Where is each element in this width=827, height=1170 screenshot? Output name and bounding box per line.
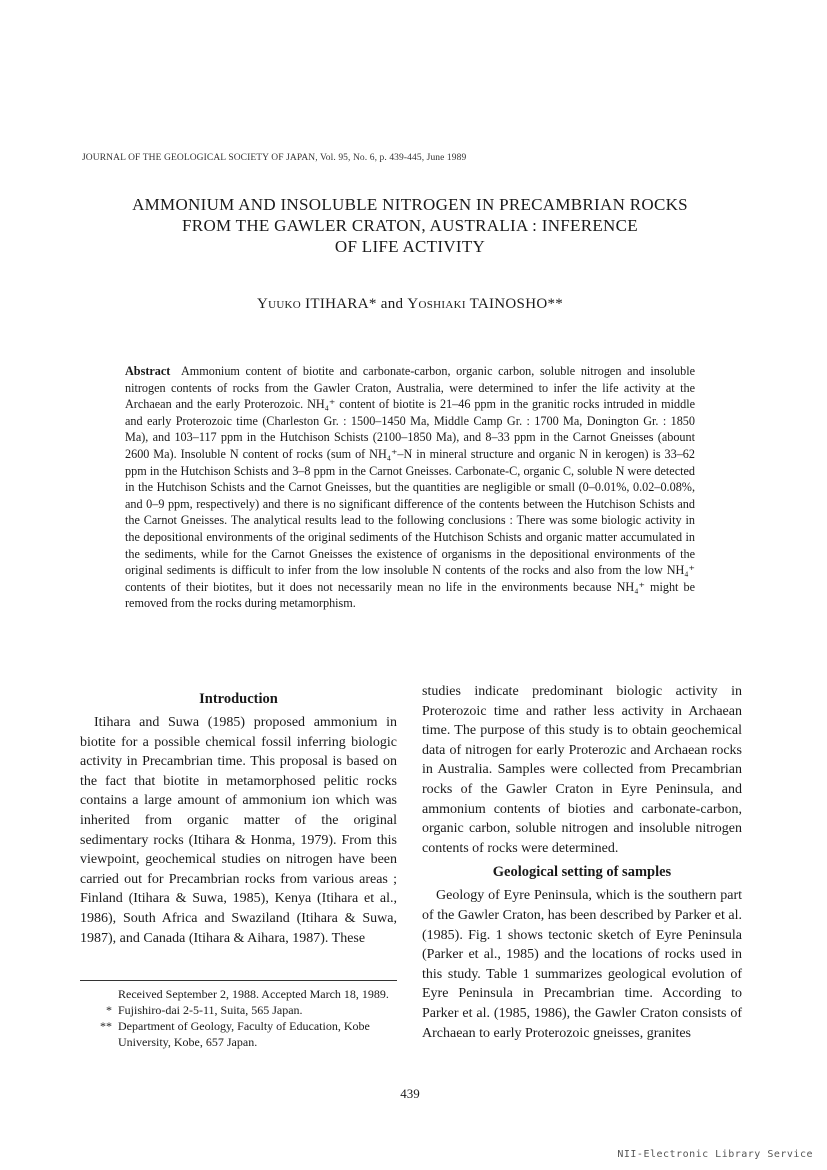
abstract-label: Abstract bbox=[125, 364, 171, 378]
introduction-heading: Introduction bbox=[199, 691, 278, 707]
journal-citation: JOURNAL OF THE GEOLOGICAL SOCIETY OF JAPAN, Vol. 95, No. 6, p. 439-445, June 1989 bbox=[82, 153, 467, 163]
title-line: AMMONIUM AND INSOLUBLE NITROGEN IN PRECAMBRIAN ROCKS bbox=[132, 195, 688, 214]
footnotes bbox=[80, 986, 397, 1050]
footnote-mark bbox=[80, 986, 118, 1002]
footnote-text: Fujishiro-dai 2-5-11, Suita, 565 Japan. bbox=[118, 1003, 303, 1017]
footnote-divider bbox=[80, 980, 397, 981]
title-line: FROM THE GAWLER CRATON, AUSTRALIA : INFERENCE bbox=[182, 216, 638, 235]
right-column bbox=[422, 682, 742, 1043]
article-title bbox=[100, 194, 720, 257]
footnote-mark: ** bbox=[100, 1019, 112, 1033]
geological-setting-paragraph: Geology of Eyre Peninsula, which is the southern part of the Gawler Craton, has been described by Parker et al. (1985). Fig. 1 shows tectonic sketch of Eyre Peninsula (Parker et al., 1985) and the locations of rocks used in this study. Table 1 summarizes geological evolution of Eyre Peninsula in Precambrian time. According to Parker et al. (1985, 1986), the Gawler Craton consists of Archaean to early Proterozoic gneisses, granites bbox=[422, 888, 742, 1041]
author-1-family-name: ITIHARA* bbox=[305, 296, 377, 312]
page-number: 439 bbox=[400, 1086, 420, 1101]
library-service-watermark: NII-Electronic Library Service bbox=[617, 1149, 813, 1160]
abstract-text: Ammonium content of biotite and carbonate-carbon, organic carbon, soluble nitrogen and insoluble nitrogen contents of rocks from the Gawler Craton, Australia, were determined to infer the life activity at the Archaean and the early Proterozoic. NH₄⁺ content of biotite is 21–46 ppm in the granitic rocks intruded in middle and early Proterozoic time (Charleston Gr. : 1500–1450 Ma, Middle Camp Gr. : 1700 Ma, Donington Gr. : 1850 Ma), and 103–117 ppm in the Hutchison Schists (2100–1850 Ma), and 8–33 ppm in the Carnot Gneisses (abount 2600 Ma). Insoluble N content of rocks (sum of NH₄⁺–N in mineral structure and organic N in kerogen) is 33–62 ppm in the Hutchison Schists and 3–8 ppm in the Carnot Gneisses. Carbonate-C, organic C, soluble N were detected in the Hutchison Schists and the Carnot Gneisses, but the quantities are negligible or small (0–0.01%, 0.02–0.08%, and 0–9 ppm, respectively) and there is no significant difference of the contents between the Hutchison Schists and the Carnot Gneisses. The analytical results lead to the following conclusions : There was some biologic activity in the depositional environments of the original sediments of the Hutchison Schists and organic matter accumulated in the sediments, while for the Carnot Gneisses the existence of organisms in the depositional environments of the original sediments is difficult to infer from the low insoluble N contents of the rocks and also from the low NH₄⁺ contents of their biotites, but it does not necessarily mean no life in the environments because NH₄⁺ might be removed from the rocks during metamorphism. bbox=[125, 364, 696, 611]
author-2-given-name: Yoshiaki bbox=[407, 296, 466, 312]
footnote-received bbox=[80, 986, 397, 1002]
author-conjunction: and bbox=[380, 296, 404, 312]
title-line: OF LIFE ACTIVITY bbox=[334, 237, 486, 256]
author-2-family-name: TAINOSHO** bbox=[469, 296, 564, 312]
introduction-continuation: studies indicate predominant biologic activity in Proterozoic time and rather less activity in Archaean time. The purpose of this study is to obtain geochemical data of nitrogen for early Proterozic and Archaean rocks in Australia. Samples were collected from Precambrian rocks of the Gawler Craton in Eyre Peninsula, and ammonium contents of bioties and carbonate-carbon, organic carbon, soluble nitrogen and insoluble nitrogen contents of rocks were determined. bbox=[422, 684, 742, 856]
footnote-text: Received September 2, 1988. Accepted March 18, 1989. bbox=[118, 987, 389, 1001]
footnote-author-2 bbox=[80, 1018, 397, 1050]
geological-setting-heading: Geological setting of samples bbox=[492, 864, 672, 881]
footnote-mark: * bbox=[106, 1003, 112, 1017]
abstract bbox=[125, 363, 695, 612]
introduction-paragraph: Itihara and Suwa (1985) proposed ammonium in biotite for a possible chemical fossil inferring biologic activity in Precambrian time. This proposal is based on the fact that biotite in metamorphosed pelitic rocks contains a large amount of ammonium ion which was inherited from organic matter of the original sedimentary rocks (Itihara & Honma, 1979). From this viewpoint, geochemical studies on nitrogen have been carried out for Precambrian rocks from various areas ; Finland (Itihara & Suwa, 1985), Kenya (Itihara et al., 1986), South Africa and Swaziland (Itihara & Suwa, 1987), and Canada (Itihara & Aihara, 1987). These bbox=[80, 715, 397, 946]
footnote-author-1 bbox=[80, 1002, 397, 1018]
footnote-text: Department of Geology, Faculty of Education, Kobe University, Kobe, 657 Japan. bbox=[118, 1019, 370, 1049]
author-1-given-name: Yuuko bbox=[256, 296, 302, 312]
left-column bbox=[80, 689, 397, 948]
author-line bbox=[100, 296, 720, 313]
